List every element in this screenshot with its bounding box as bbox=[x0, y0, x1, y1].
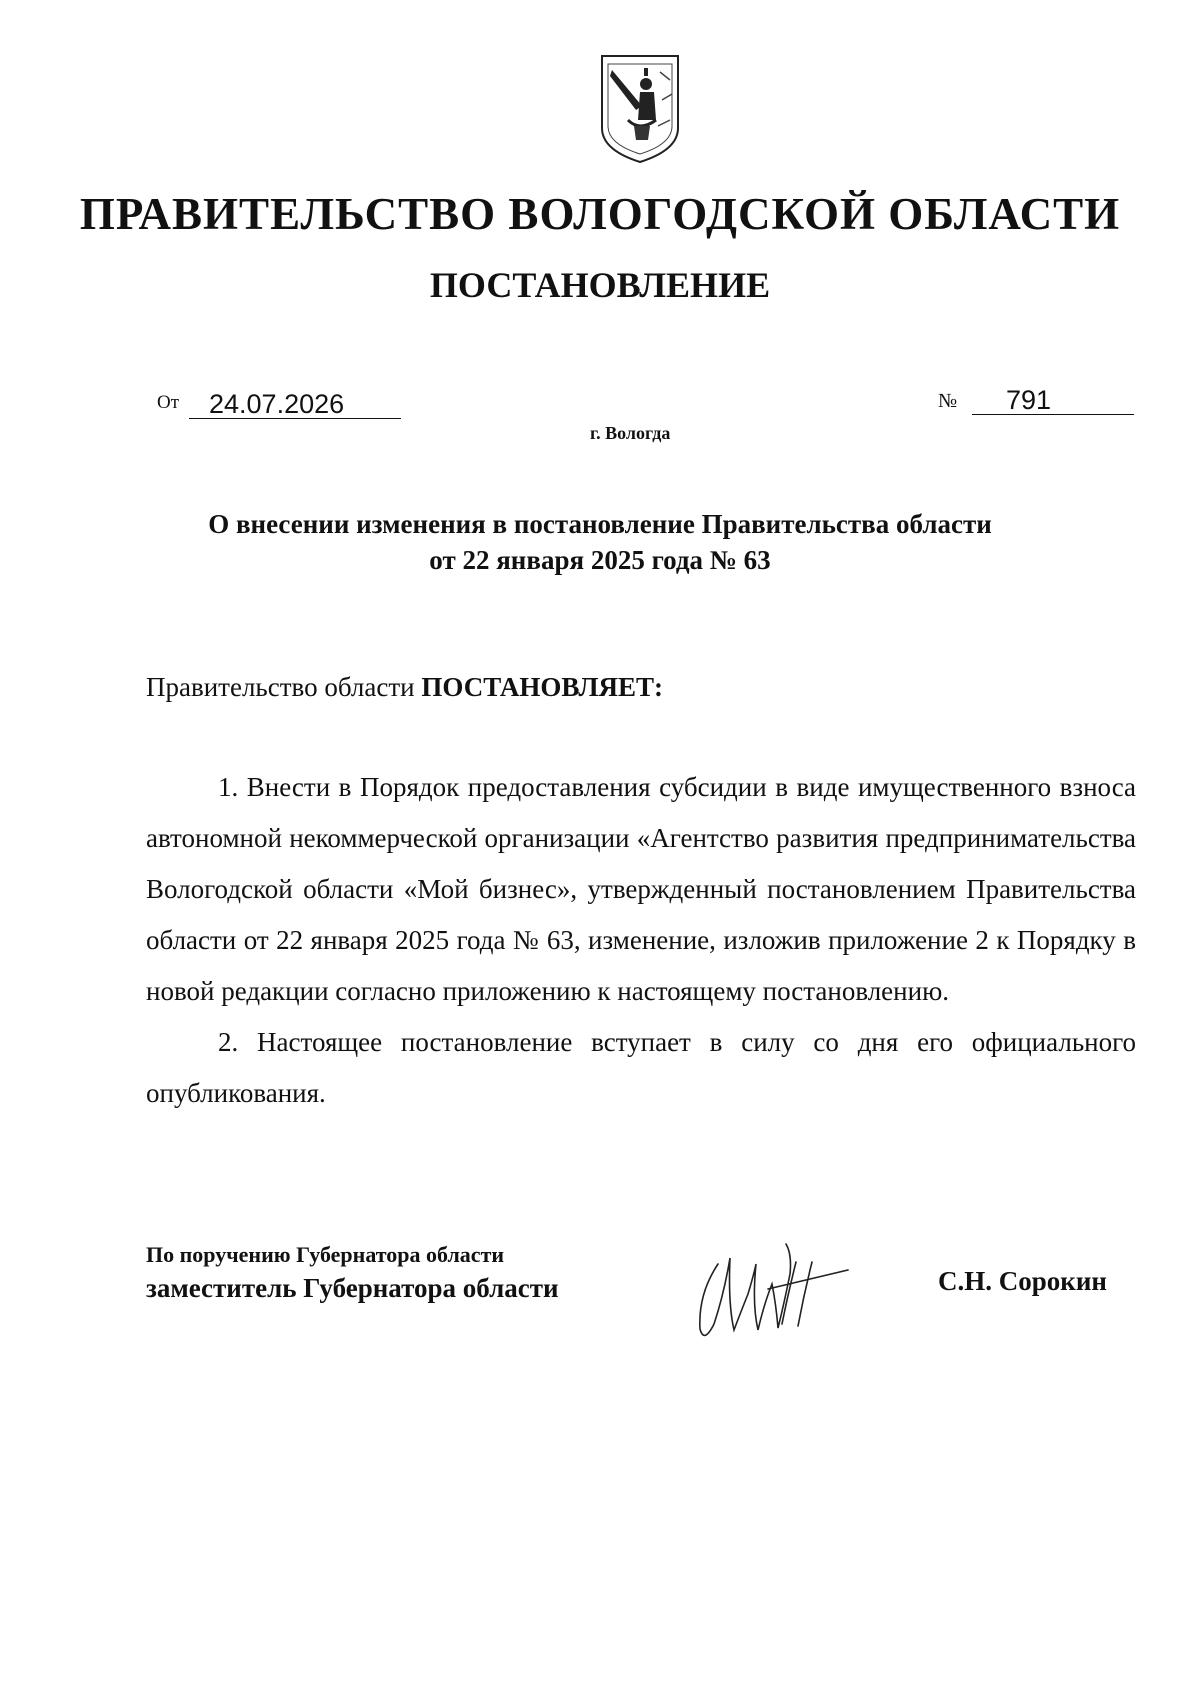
subject-line-1: О внесении изменения в постановление Правительства области bbox=[208, 509, 992, 539]
subject-line-2: от 22 января 2025 года № 63 bbox=[429, 545, 771, 575]
intro-text: Правительство области bbox=[146, 672, 422, 702]
document-number: 791 bbox=[972, 386, 1134, 415]
resolution-intro bbox=[146, 672, 663, 703]
handwritten-signature bbox=[678, 1234, 878, 1354]
number-prefix: № bbox=[938, 390, 958, 412]
intro-resolves: ПОСТАНОВЛЯЕТ: bbox=[421, 672, 663, 702]
paragraph-1: 1. Внести в Порядок предоставления субсидии в виде имущественного взноса автономной некоммерческой организации «Агентство развития предпринимательства Вологодской области «Мой бизнес», утвержденный постановлением Правительства области от 22 января 2025 года № 63, изменение, изложив приложение 2 к Порядку в новой редакции согласно приложению к настоящему постановлению. bbox=[146, 772, 1136, 1006]
paragraph-2: 2. Настоящее постановление вступает в силу со дня его официального опубликования. bbox=[146, 1027, 1136, 1108]
signer-name: С.Н. Сорокин bbox=[938, 1266, 1107, 1296]
document-type: ПОСТАНОВЛЕНИЕ bbox=[429, 265, 771, 305]
signatory-line-2: заместитель Губернатора области bbox=[146, 1273, 559, 1303]
document-body bbox=[146, 762, 1136, 1119]
date-prefix: От bbox=[157, 392, 180, 413]
document-date: 24.07.2026 bbox=[189, 390, 401, 419]
signatory-position bbox=[146, 1240, 559, 1306]
signatory-line-1: По поручению Губернатора области bbox=[146, 1242, 505, 1267]
government-title: ПРАВИТЕЛЬСТВО ВОЛОГОДСКОЙ ОБЛАСТИ bbox=[79, 189, 1121, 239]
city: г. Вологда bbox=[590, 423, 671, 443]
date-row bbox=[157, 389, 345, 419]
number-row bbox=[938, 385, 1052, 415]
document-subject bbox=[150, 506, 1050, 578]
coat-of-arms-icon bbox=[598, 50, 682, 166]
